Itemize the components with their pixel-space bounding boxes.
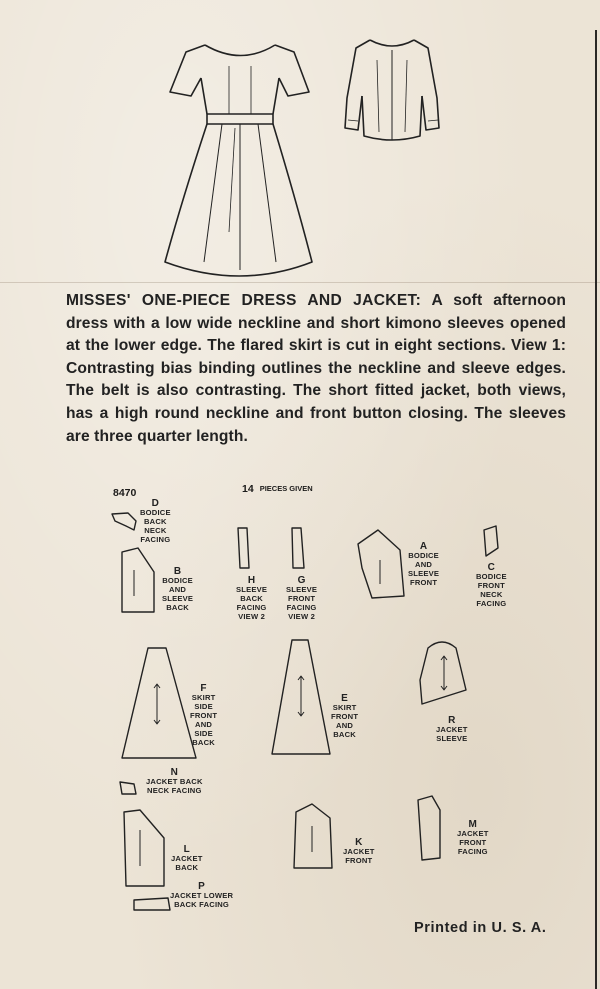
piece-d-shape — [112, 513, 136, 530]
piece-r-label: R JACKET SLEEVE — [436, 715, 468, 743]
piece-k-label: K JACKET FRONT — [343, 837, 375, 865]
piece-k-shape — [294, 804, 332, 868]
description-body: A soft afternoon dress with a low wide neckline and short kimono sleeves opened at the lower edge. The flared skirt is cut in eight sections. View 1: Contrasting bias binding outlines the neckline and sleeve edges. The belt is also contrasting. The short fitted jacket, both views, has a high round neckline and front button closing. The sleeves are three quarter length. — [66, 292, 566, 445]
piece-f-shape — [122, 648, 196, 758]
piece-c-shape — [484, 526, 498, 556]
piece-c-label: C BODICE FRONT NECK FACING — [476, 562, 507, 608]
pieces-count: 14 — [242, 483, 254, 495]
description-heading: MISSES' ONE-PIECE DRESS AND JACKET: — [66, 292, 422, 309]
pieces-given-label: PIECES GIVEN — [259, 484, 313, 493]
printed-in-usa: Printed in U. S. A. — [414, 920, 547, 936]
piece-b-shape — [122, 548, 154, 612]
piece-m-label: M JACKET FRONT FACING — [457, 819, 489, 856]
piece-r-shape — [420, 642, 466, 704]
piece-n-label: N JACKET BACK NECK FACING — [146, 767, 203, 795]
piece-p-shape — [134, 898, 170, 910]
piece-g-label: G SLEEVE FRONT FACING VIEW 2 — [286, 575, 318, 621]
piece-a-label: A BODICE AND SLEEVE FRONT — [408, 541, 440, 587]
piece-n-shape — [120, 782, 136, 794]
piece-a-shape — [358, 530, 404, 598]
piece-m-shape — [418, 796, 440, 860]
piece-d-label: D BODICE BACK NECK FACING — [140, 498, 171, 544]
piece-l-label: L JACKET BACK — [171, 844, 203, 872]
piece-p-label: P JACKET LOWER BACK FACING — [170, 881, 234, 909]
piece-h-label: H SLEEVE BACK FACING VIEW 2 — [236, 575, 268, 621]
piece-l-shape — [124, 810, 164, 886]
pattern-number: 8470 — [113, 487, 137, 499]
piece-e-label: E SKIRT FRONT AND BACK — [331, 693, 359, 739]
piece-h-shape — [238, 528, 249, 568]
piece-b-label: B BODICE AND SLEEVE BACK — [162, 566, 194, 612]
piece-f-label: F SKIRT SIDE FRONT AND SIDE BACK — [190, 683, 218, 747]
piece-g-shape — [292, 528, 304, 568]
